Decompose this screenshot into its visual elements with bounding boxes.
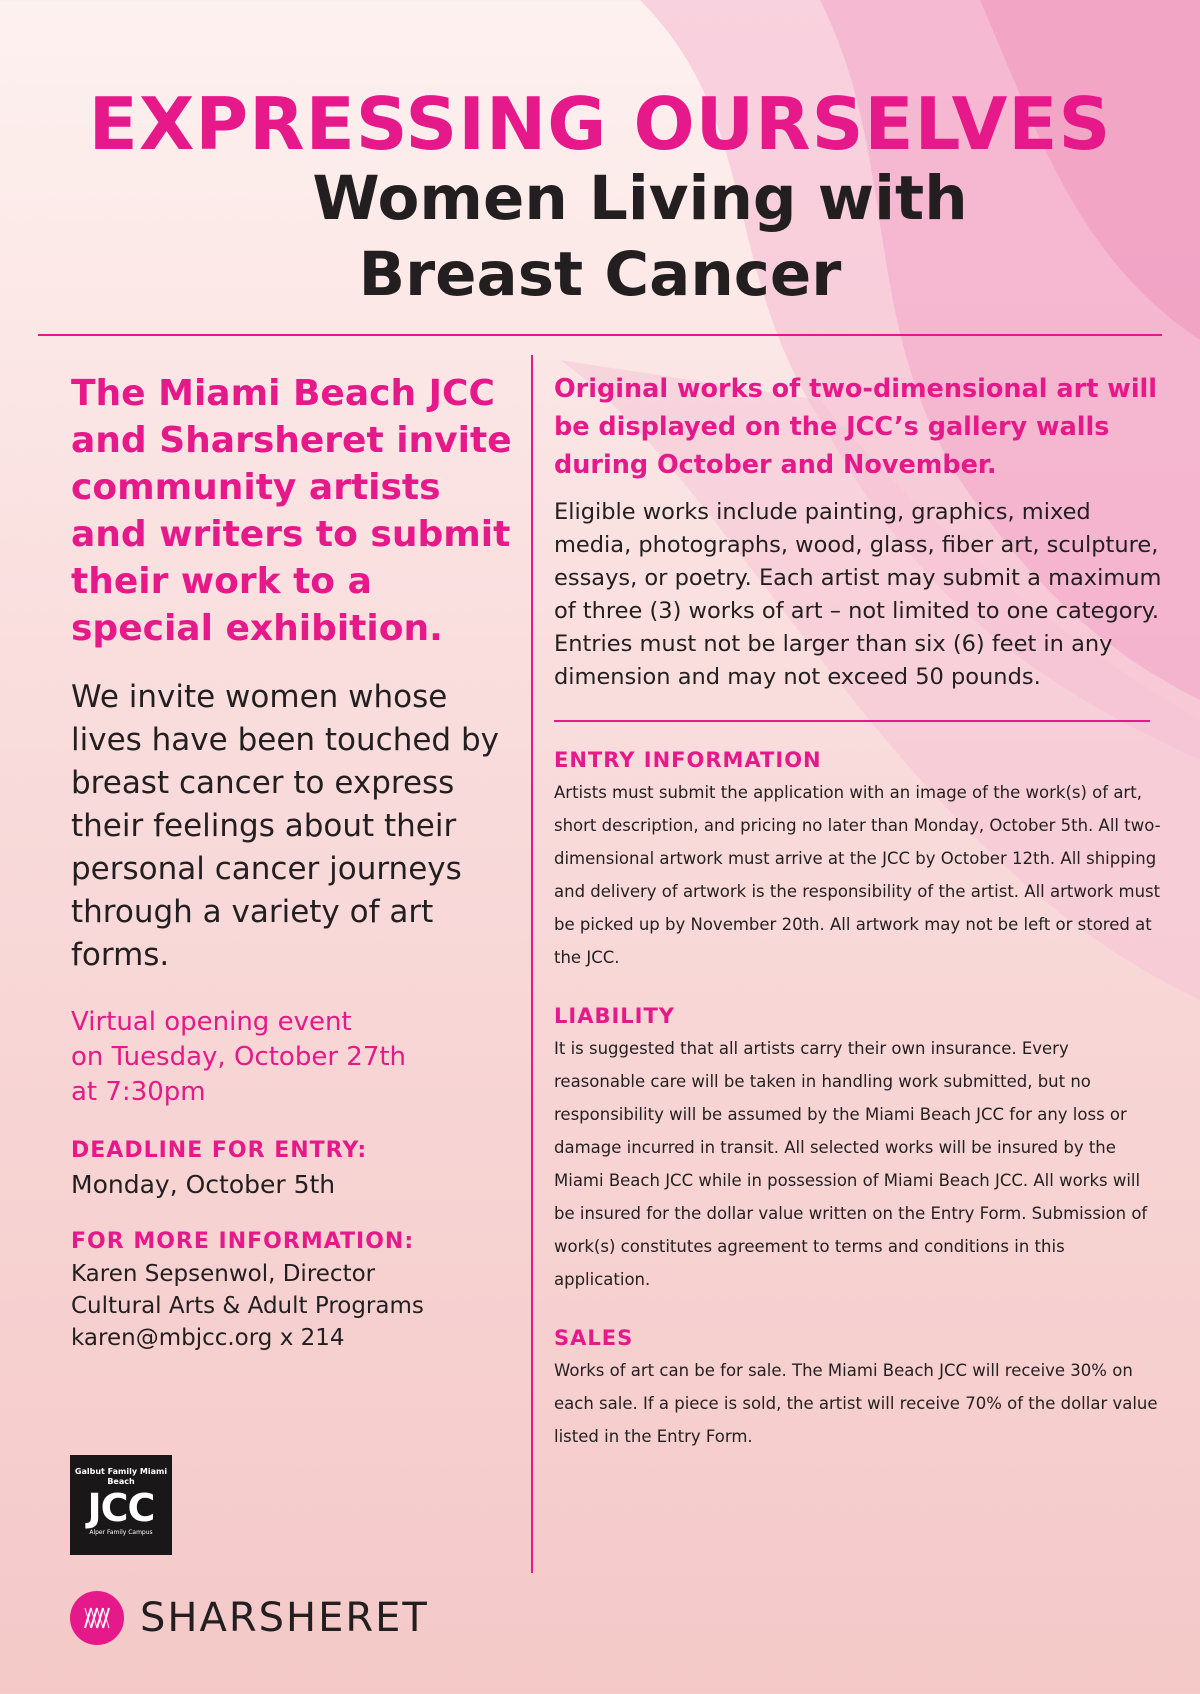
sharsheret-wordmark: SHARSHERET (140, 1595, 429, 1641)
sales-text: Works of art can be for sale. The Miami Beach JCC will receive 30% on each sale. If a piece is sold, the artist will receive 70% of the dollar value listed in the Entry Form. (554, 1361, 1158, 1446)
event-line-3: at 7:30pm (71, 1077, 206, 1107)
deadline-label: DEADLINE FOR ENTRY: (71, 1138, 368, 1163)
subtitle-line-2: Breast Cancer (358, 239, 842, 310)
invitation-detail: We invite women whose lives have been touched by breast cancer to express their feelings about their personal cancer journeys through a variety of art forms. (71, 679, 499, 973)
header-divider (38, 334, 1162, 336)
liability-heading: LIABILITY (554, 1004, 675, 1028)
left-column (71, 370, 521, 1354)
liability-text: It is suggested that all artists carry their own insurance. Every reasonable care will be taken in handling work submitted, but no responsibility will be assumed by the Miami Beach JCC for any loss or damage incurred in transit. All selected works will be insured by the Miami Beach JCC while in possession of Miami Beach JCC. All works will be insured for the dollar value written on the Entry Form. Submission of work(s) constitutes agreement to terms and conditions in this application. (554, 1039, 1148, 1289)
jcc-logo-top: Galbut Family Miami Beach (74, 1467, 168, 1486)
contact-title: Cultural Arts & Adult Programs (71, 1293, 424, 1319)
deadline-value: Monday, October 5th (71, 1170, 336, 1199)
invitation-text: The Miami Beach JCC and Sharsheret invite community artists and writers to submit their work to a special exhibition. (71, 373, 512, 649)
event-line-1: Virtual opening event (71, 1007, 352, 1037)
page-title: EXPRESSING OURSELVES (88, 82, 1112, 166)
eligibility-text: Eligible works include painting, graphics, mixed media, photographs, wood, glass, fiber art, sculpture, essays, or poetry. Each artist may submit a maximum of three (3) works of art – not limited to one category. Entries must not be larger than six (6) feet in any dimension and may not exceed 50 pounds. (554, 499, 1162, 690)
jcc-logo (70, 1455, 172, 1555)
opening-event (71, 1005, 521, 1110)
sharsheret-mark-icon (70, 1591, 124, 1645)
contact-name: Karen Sepsenwol, Director (71, 1261, 376, 1287)
more-info-label: FOR MORE INFORMATION: (71, 1229, 415, 1254)
sales-heading: SALES (554, 1326, 634, 1350)
column-divider (531, 355, 533, 1573)
sharsheret-logo (70, 1590, 429, 1646)
contact-email[interactable]: karen@mbjcc.org x 214 (71, 1325, 345, 1351)
right-column (554, 370, 1164, 1453)
subtitle-line-1: Women Living with (312, 163, 968, 234)
jcc-logo-bottom: Alper Family Campus (89, 1529, 153, 1536)
entry-info-text: Artists must submit the application with an image of the work(s) of art, short description, and pricing no later than Monday, October 5th. All two-dimensional artwork must arrive at the JCC by October 12th. All shipping and delivery of artwork is the responsibility of the artist. All artwork must be picked up by November 20th. All artwork may not be left or stored at the JCC. (554, 783, 1161, 967)
jcc-logo-mark: JCC (87, 1486, 155, 1530)
entry-info-heading: ENTRY INFORMATION (554, 748, 822, 772)
event-line-2: on Tuesday, October 27th (71, 1042, 407, 1072)
exhibit-lead: Original works of two-dimensional art will be displayed on the JCC’s gallery walls during October and November. (554, 374, 1158, 480)
contact-info (71, 1258, 521, 1354)
right-divider (554, 720, 1150, 722)
